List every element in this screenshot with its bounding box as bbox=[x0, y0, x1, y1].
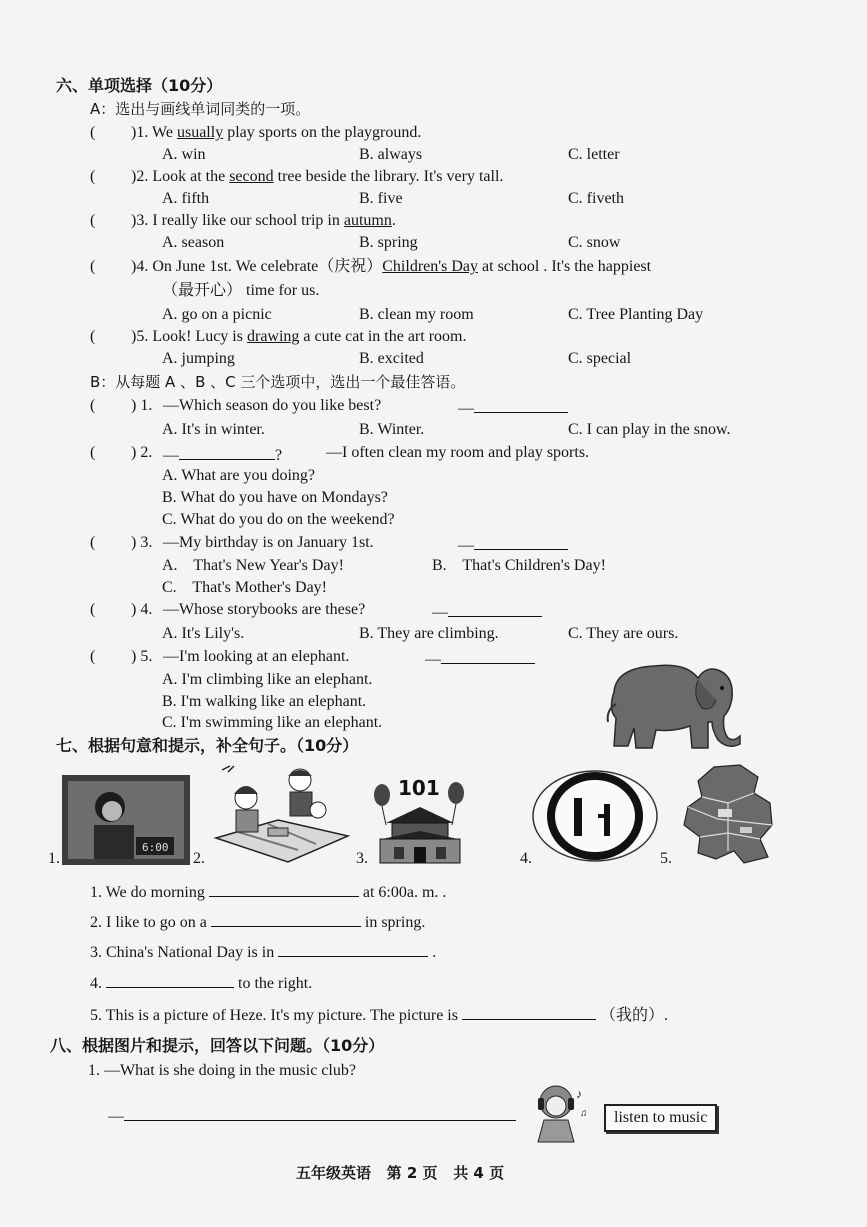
option-b4-c: C. They are ours. bbox=[568, 625, 679, 642]
blank-3[interactable] bbox=[278, 940, 428, 957]
option-a2-b: B. five bbox=[359, 190, 403, 207]
option-a1-b: B. always bbox=[359, 146, 423, 163]
answer-paren-b5[interactable]: ( bbox=[90, 648, 96, 665]
option-b2-a: A. What are you doing? bbox=[162, 467, 315, 484]
option-b1-c: C. I can play in the snow. bbox=[568, 421, 731, 438]
svg-text:♫: ♫ bbox=[580, 1108, 588, 1119]
flag-text: 101 bbox=[398, 776, 440, 800]
girl-headphones-image bbox=[526, 1080, 592, 1146]
heze-map-image bbox=[678, 763, 776, 867]
sentence-4: 4. to the right. bbox=[90, 971, 312, 994]
underlined-word: second bbox=[229, 168, 274, 185]
underlined-word: Children's Day bbox=[382, 258, 479, 275]
option-b4-a: A. It's Lily's. bbox=[162, 625, 245, 642]
option-a5-a: A. jumping bbox=[162, 350, 235, 367]
question-a3: )3. I really like our school trip in autumn. bbox=[131, 212, 396, 229]
option-a4-a: A. go on a picnic bbox=[162, 306, 272, 323]
option-b5-b: B. I'm walking like an elephant. bbox=[162, 693, 367, 710]
section7-title: 七、根据句意和提示，补全句子。（10分） bbox=[56, 736, 359, 755]
option-b2-c: C. What do you do on the weekend? bbox=[162, 511, 395, 528]
option-b5-c: C. I'm swimming like an elephant. bbox=[162, 714, 383, 731]
picture-label-5: 5. bbox=[660, 850, 672, 867]
sentence-2: 2. I like to go on a in spring. bbox=[90, 910, 425, 933]
answer-paren-a5[interactable]: ( bbox=[90, 328, 96, 345]
answer-line-section8[interactable]: — bbox=[108, 1104, 516, 1127]
picture-label-4: 4. bbox=[520, 850, 532, 867]
svg-text:6:00: 6:00 bbox=[142, 841, 169, 854]
picnic-image bbox=[208, 762, 353, 866]
question-b3-num: ) 3. bbox=[131, 534, 153, 551]
sentence-5: 5. This is a picture of Heze. It's my picture. The picture is （我的）. bbox=[90, 1003, 668, 1026]
blank-5[interactable] bbox=[462, 1003, 596, 1020]
elephant-image bbox=[594, 652, 744, 754]
picture-label-3: 3. bbox=[356, 850, 368, 867]
blank-1[interactable] bbox=[209, 880, 359, 897]
question-a4: )4. On June 1st. We celebrate（庆祝）Children's Day at school . It's the happiest bbox=[131, 258, 652, 275]
exercise-photo bbox=[62, 775, 190, 865]
question-b1: —Which season do you like best? bbox=[163, 397, 382, 414]
question-b4: —Whose storybooks are these? bbox=[163, 601, 366, 618]
option-a5-c: C. special bbox=[568, 350, 632, 367]
hint-box: listen to music bbox=[604, 1104, 717, 1132]
option-b3-c: C. That's Mother's Day! bbox=[162, 579, 328, 596]
option-a4-b: B. clean my room bbox=[359, 306, 474, 323]
answer-paren-b1[interactable]: ( bbox=[90, 397, 96, 414]
answer-line-b5[interactable]: — bbox=[425, 647, 535, 670]
option-a4-c: C. Tree Planting Day bbox=[568, 306, 704, 323]
section6-title: 六、单项选择（10分） bbox=[56, 76, 223, 95]
question-b1-num: ) 1. bbox=[131, 397, 153, 414]
turn-right-sign-image bbox=[530, 768, 660, 864]
answer-line-b3[interactable]: — bbox=[458, 533, 568, 556]
option-a2-c: C. fiveth bbox=[568, 190, 624, 207]
option-a5-b: B. excited bbox=[359, 350, 424, 367]
option-a3-b: B. spring bbox=[359, 234, 418, 251]
answer-line-b4[interactable]: — bbox=[432, 600, 542, 623]
answer-paren-a4[interactable]: ( bbox=[90, 258, 96, 275]
answer-line-b1[interactable]: — bbox=[458, 396, 568, 419]
underlined-word: autumn bbox=[343, 212, 392, 229]
section6-partA-title: A：选出与画线单词同类的一项。 bbox=[90, 100, 311, 118]
option-b1-a: A. It's in winter. bbox=[162, 421, 265, 438]
picture-label-1: 1. bbox=[48, 850, 60, 867]
answer-paren-b2[interactable]: ( bbox=[90, 444, 96, 461]
option-b4-b: B. They are climbing. bbox=[359, 625, 499, 642]
answer-paren-b4[interactable]: ( bbox=[90, 601, 96, 618]
question-b2: —I often clean my room and play sports. bbox=[326, 444, 590, 461]
question-a2: )2. Look at the second tree beside the library. It's very tall. bbox=[131, 168, 504, 185]
underlined-word: usually bbox=[176, 124, 224, 141]
national-day-image bbox=[372, 765, 468, 865]
section8-title: 八、根据图片和提示，回答以下问题。（10分） bbox=[50, 1036, 385, 1055]
option-a1-a: A. win bbox=[162, 146, 206, 163]
section8-question-1: 1. —What is she doing in the music club? bbox=[88, 1062, 356, 1079]
option-a3-c: C. snow bbox=[568, 234, 621, 251]
option-a1-c: C. letter bbox=[568, 146, 620, 163]
sentence-3: 3. China's National Day is in . bbox=[90, 940, 436, 963]
option-b1-b: B. Winter. bbox=[359, 421, 425, 438]
question-b5-num: ) 5. bbox=[131, 648, 153, 665]
picture-label-2: 2. bbox=[193, 850, 205, 867]
question-b3: —My birthday is on January 1st. bbox=[163, 534, 374, 551]
section6-partB-title: B：从每题 A 、B 、C 三个选项中，选出一个最佳答语。 bbox=[90, 373, 466, 391]
answer-paren-b3[interactable]: ( bbox=[90, 534, 96, 551]
question-b4-num: ) 4. bbox=[131, 601, 153, 618]
question-a4-line2: （最开心） time for us. bbox=[162, 282, 320, 299]
sentence-1: 1. We do morning at 6:00a. m. . bbox=[90, 880, 446, 903]
question-b5: —I'm looking at an elephant. bbox=[163, 648, 350, 665]
answer-paren-a2[interactable]: ( bbox=[90, 168, 96, 185]
option-b5-a: A. I'm climbing like an elephant. bbox=[162, 671, 373, 688]
question-a1: )1. We usually play sports on the playground. bbox=[131, 124, 422, 141]
svg-text:♪: ♪ bbox=[576, 1087, 582, 1101]
option-b3-b: B. That's Children's Day! bbox=[432, 557, 606, 574]
blank-4[interactable] bbox=[106, 971, 234, 988]
option-b3-a: A. That's New Year's Day! bbox=[162, 557, 344, 574]
underlined-word: drawing bbox=[246, 328, 300, 345]
question-b2-num: ) 2. bbox=[131, 444, 153, 461]
answer-paren-a1[interactable]: ( bbox=[90, 124, 96, 141]
question-a5: )5. Look! Lucy is drawing a cute cat in the art room. bbox=[131, 328, 467, 345]
answer-line-b2[interactable]: — ? bbox=[163, 443, 282, 466]
option-a3-a: A. season bbox=[162, 234, 225, 251]
option-b2-b: B. What do you have on Mondays? bbox=[162, 489, 388, 506]
option-a2-a: A. fifth bbox=[162, 190, 210, 207]
blank-2[interactable] bbox=[211, 910, 361, 927]
page-footer: 五年级英语 第 2 页 共 4 页 bbox=[296, 1164, 505, 1182]
answer-paren-a3[interactable]: ( bbox=[90, 212, 96, 229]
